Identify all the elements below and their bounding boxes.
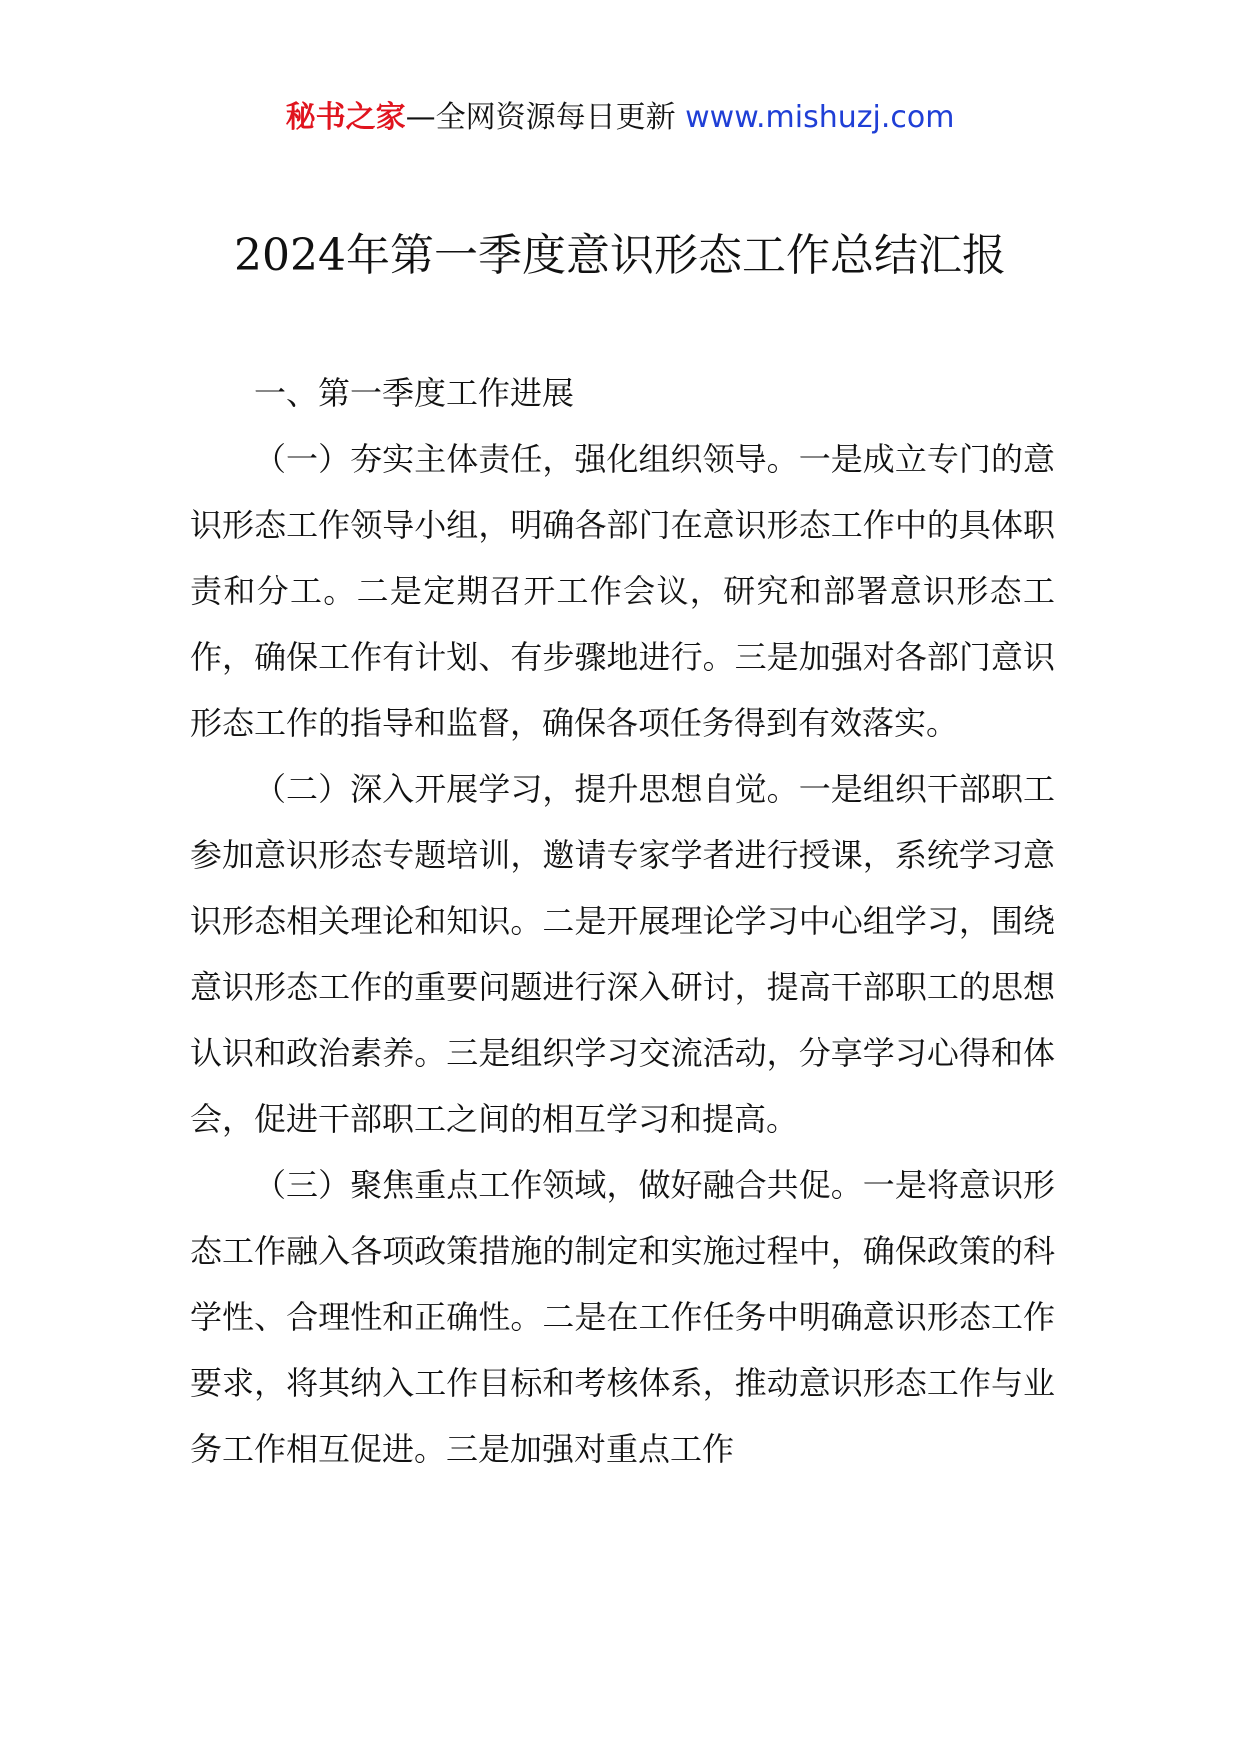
site-header <box>0 98 1240 138</box>
site-url-link[interactable]: www.mishuzj.com <box>685 100 955 135</box>
header-slogan: —全网资源每日更新 <box>405 100 676 135</box>
brand-name: 秘书之家 <box>285 100 406 135</box>
document-title: 2024年第一季度意识形态工作总结汇报 <box>234 230 1006 281</box>
paragraph-1: （一）夯实主体责任，强化组织领导。一是成立专门的意识形态工作领导小组，明确各部门在意识形态工作中的具体职责和分工。二是定期召开工作会议，研究和部署意识形态工作，确保工作有计划、有步骤地进行。三是加强对各部门意识形态工作的指导和监督，确保各项任务得到有效落实。 <box>190 440 1055 742</box>
document-body <box>190 360 1055 1482</box>
paragraph-3: （三）聚焦重点工作领域，做好融合共促。一是将意识形态工作融入各项政策措施的制定和实施过程中，确保政策的科学性、合理性和正确性。二是在工作任务中明确意识形态工作要求，将其纳入工作目标和考核体系，推动意识形态工作与业务工作相互促进。三是加强对重点工作 <box>190 1166 1055 1468</box>
paragraph-2: （二）深入开展学习，提升思想自觉。一是组织干部职工参加意识形态专题培训，邀请专家学者进行授课，系统学习意识形态相关理论和知识。二是开展理论学习中心组学习，围绕意识形态工作的重要问题进行深入研讨，提高干部职工的思想认识和政治素养。三是组织学习交流活动，分享学习心得和体会，促进干部职工之间的相互学习和提高。 <box>190 770 1055 1138</box>
section-heading: 一、第一季度工作进展 <box>254 374 575 412</box>
